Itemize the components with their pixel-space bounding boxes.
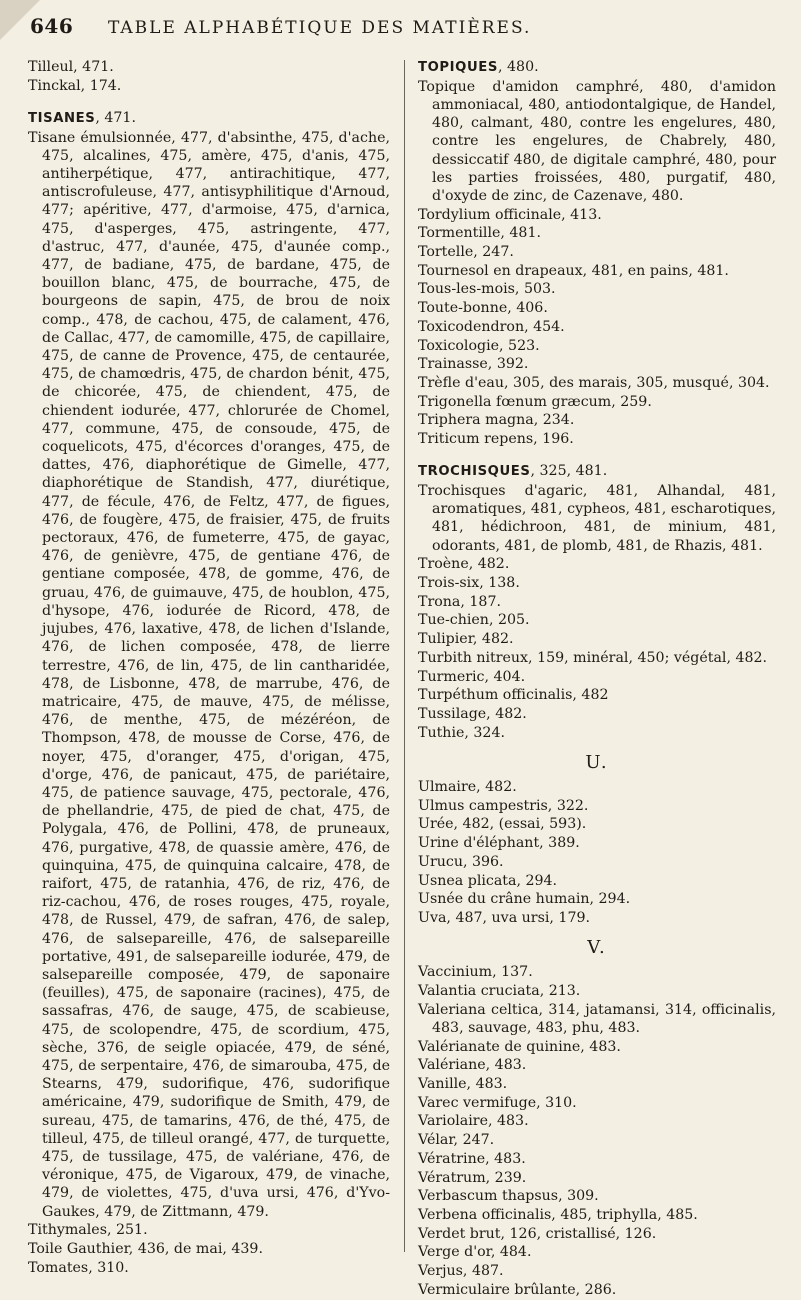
index-entry <box>28 1240 390 1258</box>
index-entry-text: Vératrum, 239. <box>418 1169 527 1186</box>
index-entry <box>418 482 776 555</box>
index-entry <box>418 778 776 796</box>
running-title: TABLE ALPHABÉTIQUE DES MATIÈRES. <box>108 18 532 38</box>
index-entry-text: Toile Gauthier, 436, de mai, 439. <box>28 1241 263 1257</box>
index-entry <box>418 1150 776 1168</box>
index-entry <box>418 299 776 317</box>
index-entry <box>418 574 776 592</box>
index-column-left <box>28 58 390 1277</box>
index-entry-text: Trainasse, 392. <box>418 356 529 373</box>
index-entry <box>418 1262 776 1280</box>
index-entry <box>418 834 776 852</box>
index-entry <box>418 1187 776 1205</box>
index-entry-text: , 471. <box>95 109 136 126</box>
index-section-heading: TISANES <box>28 110 96 126</box>
index-entry <box>418 982 776 1000</box>
index-entry <box>418 1131 776 1149</box>
index-entry <box>418 649 776 667</box>
index-entry <box>418 1243 776 1261</box>
index-entry-text: Tordylium officinale, 413. <box>418 206 602 223</box>
index-entry-text: Vaccinium, 137. <box>418 964 533 981</box>
index-entry-text: Triphera magna, 234. <box>418 412 575 429</box>
index-entry-text: Verdet brut, 126, cristallisé, 126. <box>418 1225 657 1242</box>
index-entry-text: Tortelle, 247. <box>418 244 514 261</box>
index-entry-text: Varec vermifuge, 310. <box>418 1094 577 1111</box>
index-entry <box>418 1112 776 1130</box>
index-entry <box>418 78 776 205</box>
index-entry-text: Turmeric, 404. <box>418 668 526 685</box>
index-entry <box>28 1259 390 1277</box>
index-entry <box>418 1206 776 1224</box>
page-number: 646 <box>30 14 74 38</box>
index-entry <box>418 337 776 355</box>
index-entry-text: Urée, 482, (essai, 593). <box>418 816 587 833</box>
index-entry <box>418 815 776 833</box>
index-entry-text: Usnée du crâne humain, 294. <box>418 891 631 908</box>
index-entry-text: Verbena officinalis, 485, triphylla, 485. <box>418 1206 698 1223</box>
index-entry-text: Trèfle d'eau, 305, des marais, 305, musqué, 304. <box>418 374 770 391</box>
index-entry <box>418 1225 776 1243</box>
section-letter: V. <box>587 937 607 959</box>
index-entry-text: Turbith nitreux, 159, minéral, 450; végétal, 482. <box>418 649 768 666</box>
index-entry <box>418 668 776 686</box>
index-entry <box>418 393 776 411</box>
index-section-entry <box>28 109 390 128</box>
index-entry-text: Valérianate de quinine, 483. <box>418 1038 621 1055</box>
index-entry <box>418 430 776 448</box>
index-entry-text: Tussilage, 482. <box>418 705 527 722</box>
index-entry <box>418 724 776 742</box>
index-entry <box>418 411 776 429</box>
index-entry <box>418 853 776 871</box>
index-entry-text: Valeriana celtica, 314, jatamansi, 314, officinalis, 483, sauvage, 483, phu, 483. <box>418 1001 776 1036</box>
index-entry-text: Tue-chien, 205. <box>418 612 530 629</box>
index-entry-text: Ulmus campestris, 322. <box>418 797 589 814</box>
index-entry-text: Turpéthum officinalis, 482 <box>418 687 609 704</box>
index-entry <box>418 355 776 373</box>
index-entry-text: Vélar, 247. <box>418 1132 495 1149</box>
index-column-right <box>418 58 776 1300</box>
index-entry <box>28 129 390 1221</box>
index-entry-text: Tithymales, 251. <box>28 1222 148 1239</box>
index-entry-text: Vermiculaire brûlante, 286. <box>418 1281 617 1298</box>
index-entry-text: Verbascum thapsus, 309. <box>418 1188 599 1205</box>
index-entry-text: Urine d'éléphant, 389. <box>418 835 580 852</box>
index-entry <box>418 243 776 261</box>
index-entry-text: Topique d'amidon camphré, 480, d'amidon ammoniacal, 480, antiodontalgique, de Handel, 480, calmant, 480, contre les engelures, 480, contre les engelures, de Chabrely, 480, dessiccatif 480, de digitale camphré, 480, pour les parties froissées, 480, purgatif, 480, d'oxyde de zinc, de Cazenave, 480. <box>418 78 776 204</box>
index-entry-text: Ulmaire, 482. <box>418 779 517 796</box>
index-entry-text: Tulipier, 482. <box>418 631 514 648</box>
index-entry-text: Trigonella fœnum græcum, 259. <box>418 393 652 410</box>
index-entry <box>418 686 776 704</box>
index-entry-text: Toxicologie, 523. <box>418 337 540 354</box>
index-entry <box>418 1038 776 1056</box>
index-entry <box>418 318 776 336</box>
index-entry-text: Trona, 187. <box>418 593 501 610</box>
index-entry <box>418 1094 776 1112</box>
index-entry <box>418 1169 776 1187</box>
index-entry-text: Verjus, 487. <box>418 1263 504 1280</box>
index-entry <box>418 797 776 815</box>
index-entry <box>418 705 776 723</box>
index-entry <box>418 262 776 280</box>
index-entry-text: Variolaire, 483. <box>418 1113 529 1130</box>
index-entry <box>418 593 776 611</box>
index-entry-text: Urucu, 396. <box>418 853 504 870</box>
index-entry <box>418 963 776 981</box>
index-entry <box>28 58 390 76</box>
index-entry <box>418 280 776 298</box>
index-entry <box>418 374 776 392</box>
index-entry <box>418 555 776 573</box>
index-entry-text: Usnea plicata, 294. <box>418 872 558 889</box>
index-entry-text: Trois-six, 138. <box>418 574 520 591</box>
index-entry-text: Trochisques d'agaric, 481, Alhandal, 481, aromatiques, 481, cypheos, 481, escharotiques, 481, hédichroon, 481, de minium, 481, odorants, 481, de plomb, 481, de Rhazis, 481. <box>418 482 776 554</box>
column-divider <box>404 60 405 1252</box>
index-entry <box>28 77 390 95</box>
index-entry-text: Triticum repens, 196. <box>418 431 574 448</box>
index-entry <box>418 890 776 908</box>
index-entry <box>418 630 776 648</box>
index-entry <box>418 909 776 927</box>
index-entry-text: Tomates, 310. <box>28 1259 129 1276</box>
index-entry <box>418 1075 776 1093</box>
index-section-entry <box>418 462 776 481</box>
index-entry-text: Toxicodendron, 454. <box>418 318 565 335</box>
index-entry <box>418 1001 776 1037</box>
index-entry-text: Verge d'or, 484. <box>418 1244 532 1261</box>
index-entry <box>28 1221 390 1239</box>
index-entry <box>418 872 776 890</box>
index-entry-text: Tilleul, 471. <box>28 59 114 75</box>
index-entry-text: Tormentille, 481. <box>418 225 541 242</box>
index-entry <box>418 206 776 224</box>
index-entry <box>418 611 776 629</box>
index-entry-text: Tous-les-mois, 503. <box>418 281 556 298</box>
index-entry-text: Tisane émulsionnée, 477, d'absinthe, 475, d'ache, 475, alcalines, 475, amère, 475, d'anis, 475, antiherpétique, 477, antirachitique, 477, antiscrofuleuse, 477, antisyphilitique d'Arnoud, 477; apéritive, 477, d'armoise, 475, d'arnica, 475, d'asperges, 475, astringente, 477, d'astruc, 477, d'aunée, 475, d'aunée comp., 477, de badiane, 475, de bardane, 475, de bouillon blanc, 475, de bourrache, 475, de bourgeons de sapin, 475, de brou de noix comp., 478, de cachou, 475, de calament, 476, de Callac, 477, de camomille, 475, de capillaire, 475, de canne de Provence, 475, de centaurée, 475, de chamœdris, 475, de chardon bénit, 475, de chicorée, 475, de chiendent, 475, de chiendent iodurée, 477, chlorurée de Chomel, 477, commune, 475, de consoude, 475, de coquelicots, 475, d'écorces d'oranges, 475, de dattes, 476, diaphorétique de Gimelle, 477, diaphorétique de Standish, 477, diurétique, 477, de fécule, 476, de Feltz, 477, de figues, 476, de fougère, 475, de fraisier, 475, de fruits pectoraux, 476, de fumeterre, 475, de gayac, 476, de genièvre, 475, de gentiane 476, de gentiane composée, 478, de gomme, 476, de gruau, 476, de guimauve, 475, de houblon, 475, d'hysope, 476, iodurée de Ricord, 478, de jujubes, 476, laxative, 478, de lichen d'Islande, 476, de lichen composée, 478, de lierre terrestre, 476, de lin, 475, de lin cantharidée, 478, de Lisbonne, 478, de marrube, 476, de matricaire, 475, de mauve, 475, de mélisse, 476, de menthe, 475, de mézéréon, de Thompson, 478, de mousse de Corse, 476, de noyer, 475, d'oranger, 475, d'origan, 475, d'orge, 476, de panicaut, 475, de pariétaire, 475, de patience sauvage, 475, pectorale, 476, de phellandrie, 475, de pied de chat, 475, de Polygala, 476, de Pollini, 478, de pruneaux, 476, purgative, 478, de quassie amère, 476, de quinquina, 475, de quinquina calcaire, 478, de raifort, 475, de ratanhia, 476, de riz, 476, de riz-cachou, 476, de roses rouges, 475, royale, 478, de Russel, 479, de safran, 476, de salep, 476, de salsepareille, 476, de salsepareille portative, 491, de salsepareille iodurée, 479, de salsepareille composée, 479, de saponaire (feuilles), 475, de saponaire (racines), 475, de sassafras, 476, de sauge, 475, de scabieuse, 475, de scolopendre, 475, de scordium, 475, sèche, 376, de seigle opiacée, 479, de séné, 475, de serpentaire, 476, de simarouba, 475, de Stearns, 479, sudorifique, 476, sudorifique américaine, 479, sudorifique de Smith, 479, de sureau, 475, de tamarins, 476, de thé, 475, de tilleul, 475, de tilleul orangé, 477, de turquette, 475, de tussilage, 475, de valériane, 476, de véronique, 475, de Vigaroux, 479, de vinache, 479, de violettes, 475, d'uva ursi, 476, d'Yvo-Gaukes, 479, de Zittmann, 479. <box>28 129 390 1220</box>
index-section-entry <box>418 58 776 77</box>
section-letter: U. <box>585 751 609 773</box>
index-entry-text: Tuthie, 324. <box>418 724 505 741</box>
index-entry <box>418 1281 776 1299</box>
index-entry-text: , 480. <box>498 59 539 75</box>
index-entry-text: Tournesol en drapeaux, 481, en pains, 481. <box>418 262 729 279</box>
index-entry <box>418 1056 776 1074</box>
index-entry-text: Toute-bonne, 406. <box>418 300 548 317</box>
index-entry-text: Uva, 487, uva ursi, 179. <box>418 909 591 926</box>
index-section-heading: TROCHISQUES <box>418 464 531 480</box>
index-section-heading: TOPIQUES <box>418 60 499 75</box>
index-entry-text: Valantia cruciata, 213. <box>418 983 581 1000</box>
index-entry-text: , 325, 481. <box>530 463 608 480</box>
index-entry <box>418 224 776 242</box>
index-entry-text: Troène, 482. <box>418 556 510 573</box>
index-entry-text: Vératrine, 483. <box>418 1150 526 1167</box>
index-entry-text: Vanille, 483. <box>418 1076 508 1093</box>
index-entry-text: Tinckal, 174. <box>28 77 122 94</box>
index-entry-text: Valériane, 483. <box>418 1057 527 1074</box>
